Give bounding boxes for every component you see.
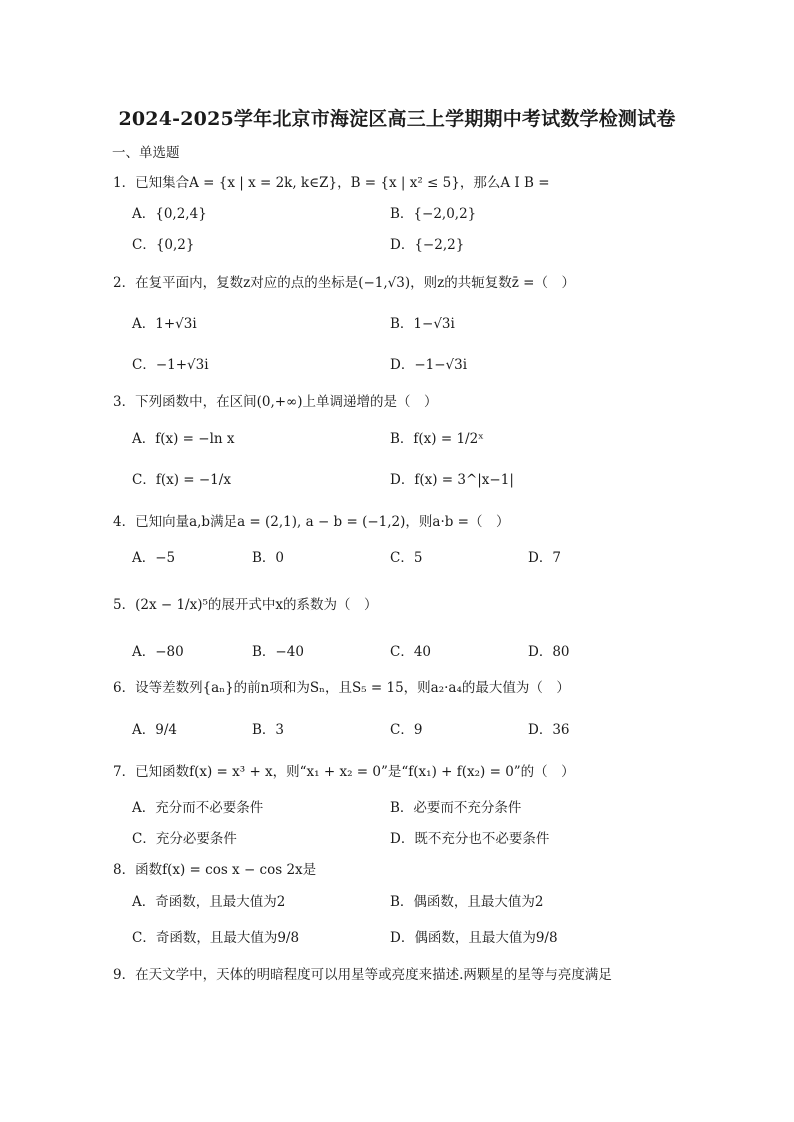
question-6-option-c: C．9 bbox=[390, 722, 423, 738]
question-4-option-c: C．5 bbox=[390, 550, 423, 566]
question-4-option-b: B．0 bbox=[252, 550, 285, 566]
question-6-option-d: D．36 bbox=[528, 722, 570, 738]
question-2-option-b: B．1−√3i bbox=[390, 316, 455, 332]
page-title: 2024-2025学年北京市海淀区高三上学期期中考试数学检测试卷 bbox=[118, 108, 676, 130]
question-1-option-b: B．{−2,0,2} bbox=[390, 206, 477, 222]
question-6-option-a: A．9/4 bbox=[132, 722, 177, 738]
question-7-option-b: B．必要而不充分条件 bbox=[390, 800, 522, 816]
question-8-option-c: C．奇函数，且最大值为9/8 bbox=[132, 930, 300, 946]
question-8-option-b: B．偶函数，且最大值为2 bbox=[390, 894, 544, 910]
question-8-option-a: A．奇函数，且最大值为2 bbox=[132, 894, 286, 910]
question-6-option-b: B．3 bbox=[252, 722, 285, 738]
question-1-option-d: D．{−2,2} bbox=[390, 237, 465, 253]
question-4-option-a: A．−5 bbox=[132, 550, 176, 566]
question-5-stem: 5．(2x − 1/x)⁵的展开式中x的系数为（ ） bbox=[113, 597, 378, 613]
question-8-option-d: D．偶函数，且最大值为9/8 bbox=[390, 930, 558, 946]
question-3-option-b: B．f(x) = 1/2ˣ bbox=[390, 431, 484, 447]
question-7-option-c: C．充分必要条件 bbox=[132, 831, 237, 847]
section-heading: 一、单选题 bbox=[112, 145, 180, 161]
question-5-option-a: A．−80 bbox=[132, 644, 184, 660]
question-7-option-d: D．既不充分也不必要条件 bbox=[390, 831, 550, 847]
question-2-option-d: D．−1−√3i bbox=[390, 357, 468, 373]
question-5-option-d: D．80 bbox=[528, 644, 570, 660]
question-5-option-b: B．−40 bbox=[252, 644, 304, 660]
question-3-option-d: D．f(x) = 3^|x−1| bbox=[390, 472, 514, 488]
question-3-option-c: C．f(x) = −1/x bbox=[132, 472, 231, 488]
question-7-stem: 7．已知函数f(x) = x³ + x，则“x₁ + x₂ = 0”是“f(x₁) + f(x₂) = 0”的（ ） bbox=[113, 764, 575, 780]
question-4-stem: 4．已知向量a,b满足a = (2,1), a − b = (−1,2)，则a·b =（ ） bbox=[113, 514, 510, 530]
question-7-option-a: A．充分而不必要条件 bbox=[132, 800, 264, 816]
question-3-option-a: A．f(x) = −ln x bbox=[132, 431, 235, 447]
question-4-option-d: D．7 bbox=[528, 550, 561, 566]
question-2-option-c: C．−1+√3i bbox=[132, 357, 209, 373]
question-1-stem: 1．已知集合A = {x | x = 2k, k∈Z}，B = {x | x² ≤ 5}，那么A I B = bbox=[113, 175, 550, 191]
question-3-stem: 3．下列函数中，在区间(0,+∞)上单调递增的是（ ） bbox=[113, 394, 438, 410]
question-1-option-a: A．{0,2,4} bbox=[132, 206, 207, 222]
question-2-stem: 2．在复平面内，复数z对应的点的坐标是(−1,√3)，则z的共轭复数z̄ =（ ） bbox=[113, 275, 575, 291]
question-1-option-c: C．{0,2} bbox=[132, 237, 195, 253]
question-9-stem: 9．在天文学中，天体的明暗程度可以用星等或亮度来描述.两颗星的星等与亮度满足 bbox=[113, 967, 612, 983]
question-2-option-a: A．1+√3i bbox=[132, 316, 197, 332]
question-8-stem: 8．函数f(x) = cos x − cos 2x是 bbox=[113, 862, 317, 878]
question-5-option-c: C．40 bbox=[390, 644, 432, 660]
question-6-stem: 6．设等差数列{aₙ}的前n项和为Sₙ，且S₅ = 15，则a₂·a₄的最大值为（ ） bbox=[113, 680, 570, 696]
